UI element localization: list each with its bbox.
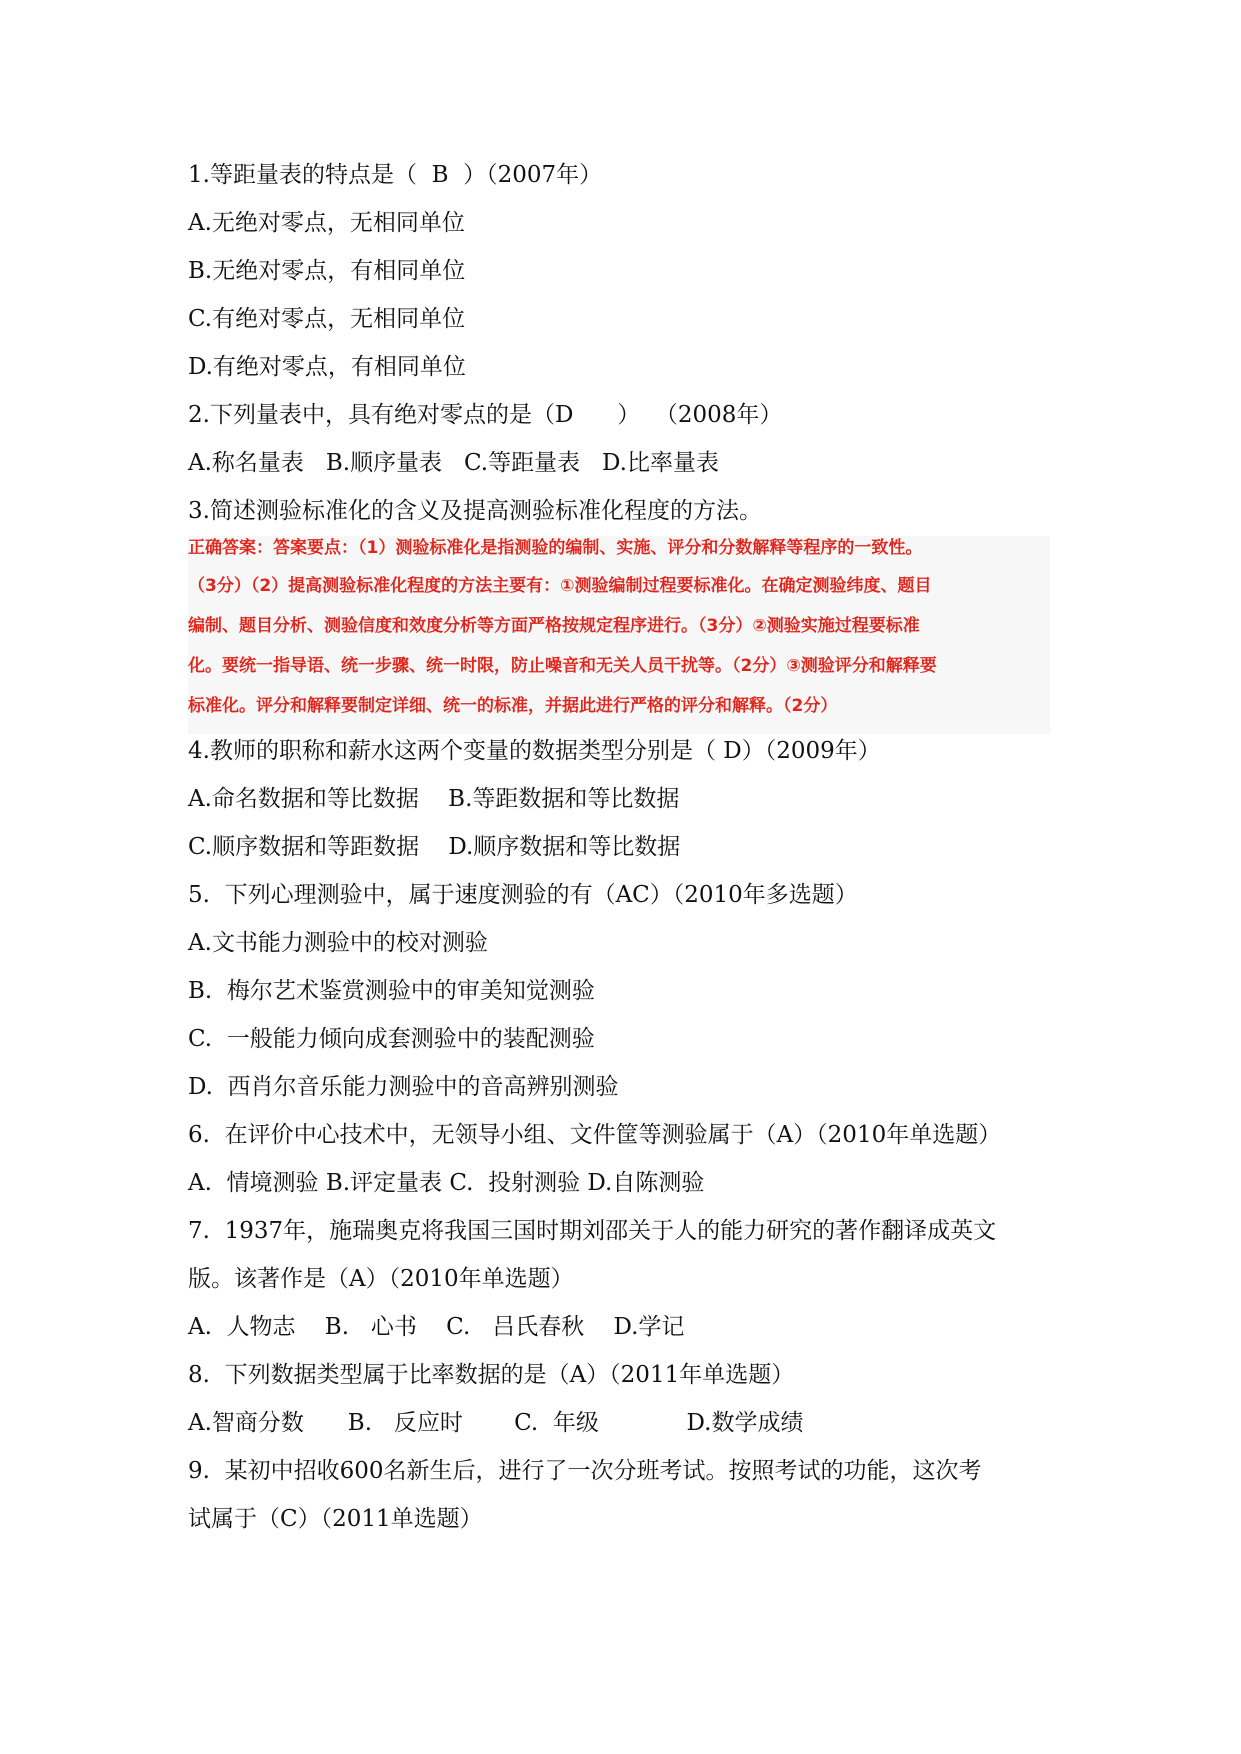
answer-line: 标准化。评分和解释要制定详细、统一的标准，并据此进行严格的评分和解释。（2分）: [188, 696, 838, 716]
answer-line: 化。要统一指导语、统一步骤、统一时限，防止噪音和无关人员干扰等。（2分）③测验评分和解释要: [188, 656, 937, 676]
q4-options-row1: A.命名数据和等比数据 B.等距数据和等比数据: [188, 786, 680, 812]
answer-block: [188, 536, 1050, 734]
question-1: 1.等距量表的特点是（ B ）（2007年）: [188, 162, 603, 188]
q1-option-d: D.有绝对零点，有相同单位: [188, 354, 466, 380]
q1-option-c: C.有绝对零点，无相同单位: [188, 306, 466, 332]
q1-option-b: B.无绝对零点，有相同单位: [188, 258, 466, 284]
question-4: 4.教师的职称和薪水这两个变量的数据类型分别是（ D）（2009年）: [188, 738, 881, 764]
question-9: 9. 某初中招收600名新生后，进行了一次分班考试。按照考试的功能，这次考: [188, 1458, 982, 1484]
q5-option-c: C. 一般能力倾向成套测验中的装配测验: [188, 1026, 595, 1052]
question-7-cont: 版。该著作是（A）（2010年单选题）: [188, 1266, 574, 1292]
question-5: 5. 下列心理测验中，属于速度测验的有（AC）（2010年多选题）: [188, 882, 858, 908]
question-6: 6. 在评价中心技术中，无领导小组、文件筐等测验属于（A）（2010年单选题）: [188, 1122, 1002, 1148]
q7-options: A. 人物志 B. 心书 C. 吕氏春秋 D.学记: [188, 1314, 685, 1340]
q1-option-a: A.无绝对零点，无相同单位: [188, 210, 465, 236]
q2-options: A.称名量表 B.顺序量表 C.等距量表 D.比率量表: [188, 450, 719, 476]
q6-options: A. 情境测验 B.评定量表 C. 投射测验 D.自陈测验: [188, 1170, 705, 1196]
question-2: 2.下列量表中，具有绝对零点的是（D ） （2008年）: [188, 402, 783, 428]
question-9-cont: 试属于（C）（2011单选题）: [188, 1506, 483, 1532]
answer-line: 编制、题目分析、测验信度和效度分析等方面严格按规定程序进行。（3分）②测验实施过程要标准: [188, 616, 920, 636]
answer-line: （3分）（2）提高测验标准化程度的方法主要有：①测验编制过程要标准化。在确定测验纬度、题目: [188, 576, 932, 596]
answer-line: 正确答案：答案要点：（1）测验标准化是指测验的编制、实施、评分和分数解释等程序的一致性。: [188, 538, 923, 558]
q5-option-d: D. 西肖尔音乐能力测验中的音高辨别测验: [188, 1074, 619, 1100]
question-8: 8. 下列数据类型属于比率数据的是（A）（2011年单选题）: [188, 1362, 795, 1388]
question-7: 7. 1937年，施瑞奥克将我国三国时期刘邵关于人的能力研究的著作翻译成英文: [188, 1218, 997, 1244]
q5-option-a: A.文书能力测验中的校对测验: [188, 930, 488, 956]
q4-options-row2: C.顺序数据和等距数据 D.顺序数据和等比数据: [188, 834, 681, 860]
q8-options: A.智商分数 B. 反应时 C. 年级 D.数学成绩: [188, 1410, 804, 1436]
q5-option-b: B. 梅尔艺术鉴赏测验中的审美知觉测验: [188, 978, 595, 1004]
question-3: 3.简述测验标准化的含义及提高测验标准化程度的方法。: [188, 498, 762, 524]
